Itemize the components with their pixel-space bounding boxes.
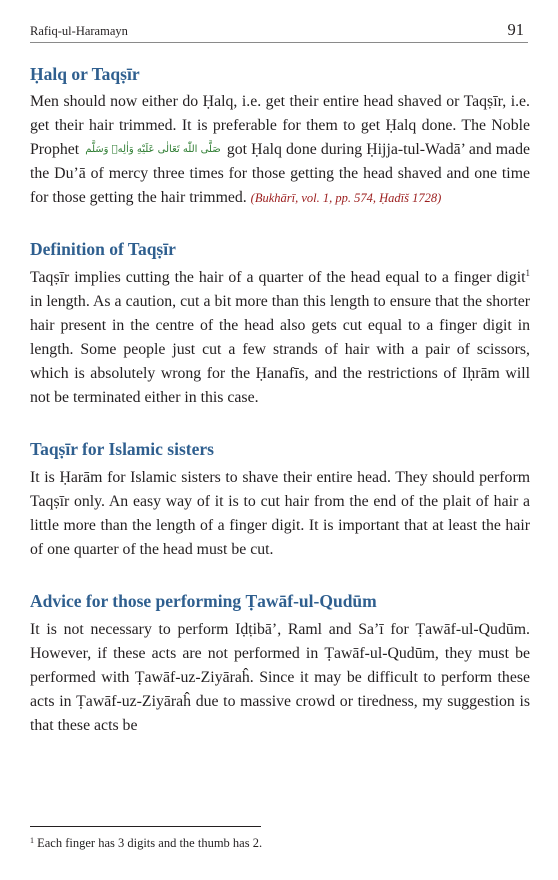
- section-paragraph: It is not necessary to perform Iḍṭibā’, Raml and Sa’ī for Ṭawāf-ul-Qudūm. However, if these acts are not performed in Ṭawāf-ul-Qudūm, they must be performed with Ṭawāf-uz-Ziyāraĥ. Since it may be difficult to perform these acts in Ṭawāf-uz-Ziyāraĥ due to massive crowd or tiredness, my suggestion is that these acts be: [30, 621, 530, 734]
- section-paragraph: [30, 266, 530, 410]
- paragraph-text-part2: got Ḥalq done during Ḥijja-tul-Wadā’ and made the Du’ā of mercy three times for those getting the head shaved and one time for those getting the hair trimmed.: [30, 141, 530, 206]
- section-paragraph: It is Ḥarām for Islamic sisters to shave their entire head. They should perform Taqṣīr only. An easy way of it is to cut hair from the end of the plait of hair a little more than the length of a finger digit. It is important that at least the hair of one quarter of the head must be cut.: [30, 469, 530, 558]
- paragraph-text-part2: in length. As a caution, cut a bit more than this length to ensure that the shorter hair present in the centre of the head also gets cut equal to a finger digit in length. Some people just cut a few strands of hair with a pair of scissors, which is absolutely wrong for the Ḥanafīs, and the restrictions of Iḥrām will not be terminated either in this case.: [30, 293, 530, 406]
- paragraph-text-part1: Taqṣīr implies cutting the hair of a quarter of the head equal to a finger digit: [30, 269, 526, 286]
- section-taqsir-for-sisters: [30, 437, 530, 562]
- section-advice-tawaf-ul-qudum: [30, 589, 530, 738]
- running-title: Rafiq-ul-Haramayn: [30, 24, 128, 38]
- section-definition-of-taqsir: [30, 237, 530, 410]
- section-paragraph: [30, 90, 530, 210]
- paragraph-text-part1: Men should now either do Ḥalq, i.e. get their entire head shaved or Taqṣīr, i.e. get their hair trimmed. It is preferable for them to get Ḥalq done. The Noble Prophet: [30, 93, 530, 158]
- section-heading: Advice for those performing Ṭawāf-ul-Qudūm: [30, 591, 377, 611]
- section-halq-or-taqsir: [30, 62, 530, 210]
- section-heading: Taqṣīr for Islamic sisters: [30, 439, 214, 459]
- footnote: [30, 836, 262, 851]
- section-heading: Ḥalq or Taqṣīr: [30, 64, 140, 84]
- footnote-divider: [30, 826, 261, 827]
- page-content: [30, 60, 530, 738]
- citation: (Bukhārī, vol. 1, pp. 574, Ḥadīš 1728): [250, 191, 442, 205]
- page-header: [30, 12, 528, 43]
- footnote-marker: 1: [30, 836, 34, 845]
- section-heading: Definition of Taqṣīr: [30, 239, 176, 259]
- page-number: 91: [507, 20, 524, 39]
- footnote-reference: 1: [525, 268, 530, 278]
- arabic-salutation: صَلَّى اللّٰه تَعَالٰى عَلَيْهِ وَاٰلِهٖ وَسَلَّم: [85, 144, 221, 155]
- footnote-text: Each finger has 3 digits and the thumb has 2.: [34, 836, 263, 850]
